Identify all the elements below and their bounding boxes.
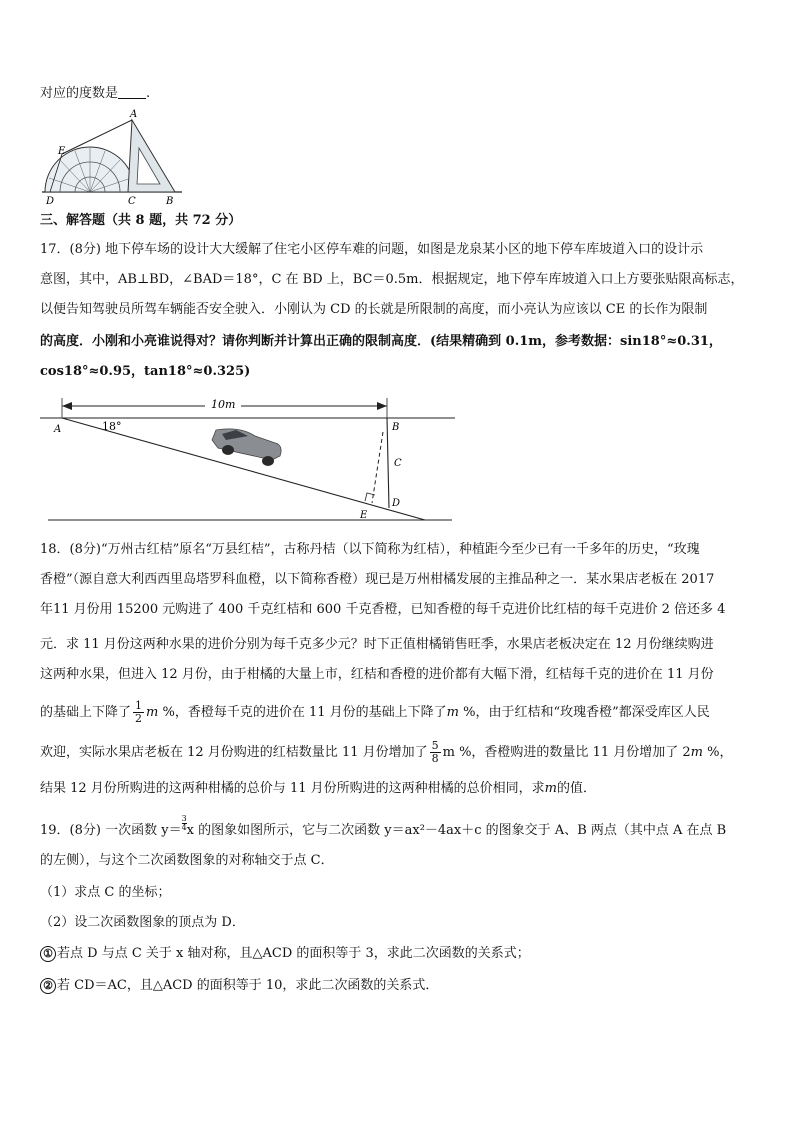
q17-line-5: cos18°≈0.95，tan18°≈0.325) bbox=[40, 364, 251, 379]
q18-line-4: 元．求 11 月份这两种水果的进价分别为每千克多少元？时下正值柑橘销售旺季，水果店老板决定在 12 月份继续购进 bbox=[40, 637, 714, 652]
ramp-figure bbox=[40, 390, 460, 525]
q17-line-2: 意图，其中，AB⊥BD，∠BAD＝18°，C 在 BD 上，BC＝0.5m．根据规定，地下停车库坡道入口上方要张贴限高标志， bbox=[40, 272, 744, 287]
circled-2-icon: ② bbox=[40, 978, 56, 994]
answer-blank[interactable] bbox=[118, 84, 146, 99]
q18-line-5: 这两种水果，但进入 12 月份，由于柑橘的大量上市，红桔和香橙的进价都有大幅下滑，红桔每千克的进价在 11 月份 bbox=[40, 667, 714, 682]
dist-label: 10m bbox=[211, 398, 236, 411]
label-D: D bbox=[46, 196, 55, 207]
q19-sub-1: ① 若点 D 与点 C 关于 x 轴对称，且△ACD 的面积等于 3，求此二次函数的关系式； bbox=[40, 944, 530, 964]
label-B2: B bbox=[392, 422, 400, 433]
label-A: A bbox=[130, 109, 138, 120]
label-E: E bbox=[58, 146, 66, 157]
label-B: B bbox=[166, 196, 174, 207]
q18-line-2: 香橙”（源自意大利西西里岛塔罗科血橙，以下简称香橙）现已是万州柑橘发展的主推品种之一．某水果店老板在 2017 bbox=[40, 572, 715, 587]
label-C: C bbox=[128, 196, 136, 207]
fraction: $\frac{1}{2}$ bbox=[135, 699, 143, 725]
fraction: $\frac{3}{4}$ bbox=[181, 814, 187, 832]
protractor-figure bbox=[40, 108, 190, 208]
label-D2: D bbox=[392, 498, 401, 509]
section-heading: 三、解答题（共 8 题，共 72 分） bbox=[40, 213, 242, 228]
q17-line-3: 以便告知驾驶员所驾车辆能否安全驶入．小刚认为 CD 的长就是所限制的高度，而小亮认为应该以 CE 的长作为限制 bbox=[40, 302, 708, 317]
label-E2: E bbox=[360, 510, 368, 521]
q18-line-7: 欢迎，实际水果店老板在 12 月份购进的红桔数量比 11 月份增加了 $\frac{5}{8}$ m %，香橙购进的数量比 11 月份增加了 2m %， bbox=[40, 739, 733, 765]
q16-tail: 对应的度数是 . bbox=[40, 86, 151, 101]
q19-sub-2: ② 若 CD＝AC，且△ACD 的面积等于 10，求此二次函数的关系式． bbox=[40, 976, 438, 996]
q18-line-1: 18．(8分)“万州古红桔”原名“万县红桔”，古称丹桔（以下简称为红桔），种植距今至少已有一千多年的历史，“玫瑰 bbox=[40, 542, 700, 557]
label-C2: C bbox=[394, 458, 402, 469]
q19-part-2: （2）设二次函数图象的顶点为 D． bbox=[40, 915, 245, 930]
label-A2: A bbox=[54, 424, 62, 435]
q19-line-1: 19．(8分) 一次函数 y＝ $\frac{3}{4}$ x 的图象如图所示，它与二次函数 y＝ax²－4ax＋c 的图象交于 A、B 两点（其中点 A 在点 B bbox=[40, 814, 727, 838]
q18-line-8: 结果 12 月份所购进的这两种柑橘的总价与 11 月份所购进的这两种柑橘的总价相同，求m的值． bbox=[40, 781, 596, 796]
q17-line-1: 17．(8分) 地下停车场的设计大大缓解了住宅小区停车难的问题，如图是龙泉某小区的地下停车库坡道入口的设计示 bbox=[40, 242, 704, 257]
q19-line-2: 的左侧），与这个二次函数图象的对称轴交于点 C． bbox=[40, 853, 334, 868]
angle-label: 18° bbox=[102, 420, 122, 433]
q19-part-1: （1）求点 C 的坐标； bbox=[40, 885, 171, 900]
car-icon bbox=[212, 429, 281, 466]
circled-1-icon: ① bbox=[40, 946, 56, 962]
q18-line-3: 年11 月份用 15200 元购进了 400 千克红桔和 600 千克香橙，已知香橙的每千克进价比红桔的每千克进价 2 倍还多 4 bbox=[40, 602, 726, 617]
q18-line-6: 的基础上下降了 $\frac{1}{2}$ m %，香橙每千克的进价在 11 月份的基础上下降了m %，由于红桔和“玫瑰香橙”都深受库区人民 bbox=[40, 699, 710, 725]
fraction: $\frac{5}{8}$ bbox=[431, 739, 439, 765]
q17-line-4: 的高度．小刚和小亮谁说得对？请你判断并计算出正确的限制高度．(结果精确到 0.1m，参考数据：sin18°≈0.31， bbox=[40, 334, 722, 349]
q16-text: 对应的度数是 bbox=[40, 86, 119, 101]
